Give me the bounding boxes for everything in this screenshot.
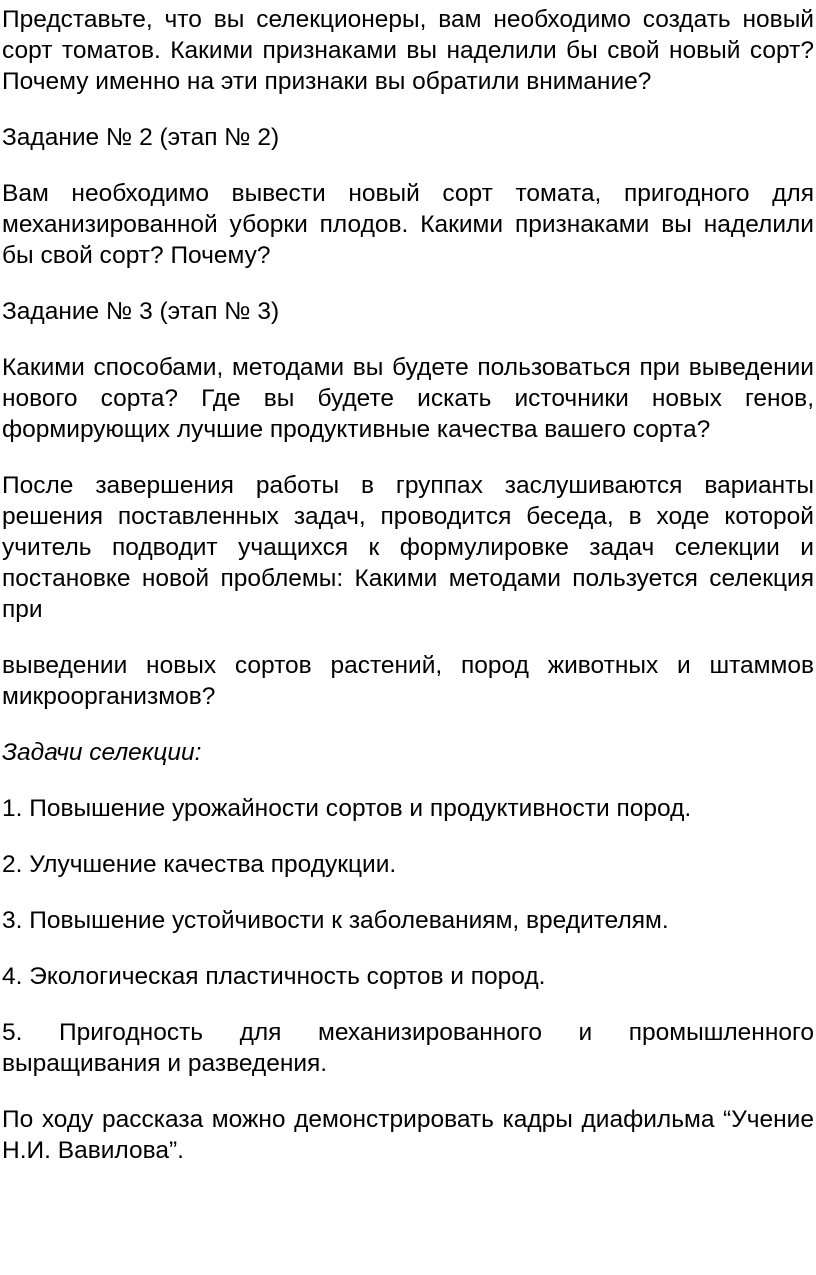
task2-paragraph: Вам необходимо вывести новый сорт томата, пригодного для механизированной уборки плодов. Какими признаками вы наделили бы свой сорт? Почему?	[2, 180, 814, 269]
task3-paragraph: Какими способами, методами вы будете пользоваться при выведении нового сорта? Где вы будете искать источники новых генов, формирующих лучшие продуктивные качества вашего сорта?	[2, 354, 814, 443]
selection-task-item: 2. Улучшение качества продукции.	[2, 851, 397, 878]
selection-tasks-heading: Задачи селекции:	[2, 739, 202, 766]
discussion-paragraph: После завершения работы в группах заслушиваются варианты решения поставленных задач, проводится беседа, в ходе которой учитель подводит учащихся к формулировке задач селекции и постановке новой проблемы: Какими методами пользуется селекция при	[2, 472, 814, 623]
task3-heading: Задание № 3 (этап № 3)	[2, 298, 280, 325]
discussion-continuation: выведении новых сортов растений, пород животных и штаммов микроорганизмов?	[2, 652, 814, 710]
intro-paragraph: Представьте, что вы селекционеры, вам необходимо создать новый сорт томатов. Какими признаками вы наделили бы свой новый сорт? Почему именно на эти признаки вы обратили внимание?	[2, 6, 814, 95]
task2-heading: Задание № 2 (этап № 2)	[2, 124, 280, 151]
selection-task-item: 3. Повышение устойчивости к заболеваниям, вредителям.	[2, 907, 669, 934]
selection-task-item: 4. Экологическая пластичность сортов и пород.	[2, 963, 546, 990]
selection-task-item: 1. Повышение урожайности сортов и продуктивности пород.	[2, 795, 692, 822]
closing-paragraph: По ходу рассказа можно демонстрировать кадры диафильма “Учение Н.И. Вавилова”.	[2, 1106, 814, 1164]
selection-task-item: 5. Пригодность для механизированного и промышленного выращивания и разведения.	[2, 1019, 814, 1077]
